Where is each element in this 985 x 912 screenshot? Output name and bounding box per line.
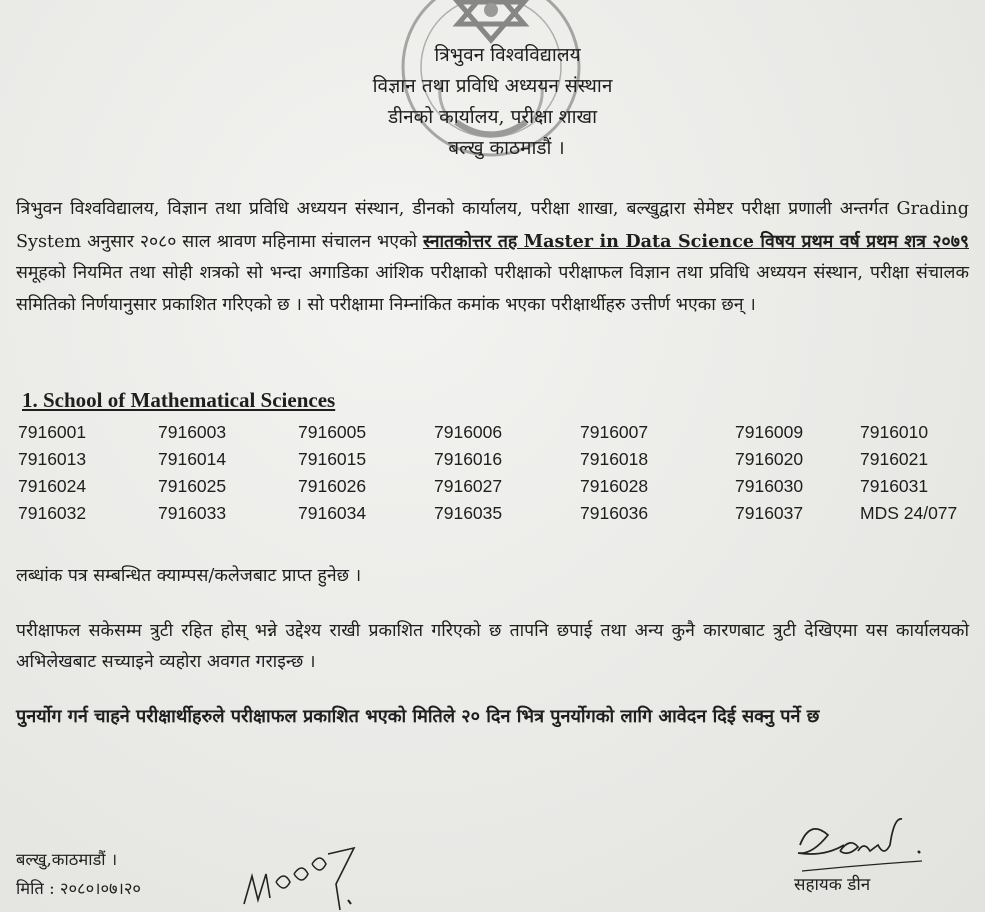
table-row [18,500,980,527]
roll-number: 7916037 [735,503,804,523]
roll-number: 7916021 [860,449,929,469]
roll-number: 7916035 [434,503,503,523]
roll-number: 7916034 [298,503,367,523]
roll-number: 7916031 [860,476,929,496]
roll-number: 7916009 [735,422,804,442]
handwritten-initials [236,838,366,912]
roll-number: 7916036 [580,503,649,523]
roll-number: 7916005 [298,422,367,442]
institute-name: विज्ञान तथा प्रविधि अध्ययन संस्थान [372,75,613,97]
roll-number-table [18,419,980,527]
roll-number: 7916018 [580,449,649,469]
roll-number: 7916025 [158,476,227,496]
issue-details [16,845,141,903]
program-name: स्नातकोत्तर तह Master in Data Science विषय प्रथम वर्ष प्रथम शत्र २०७९ [422,230,969,252]
roll-number: 7916007 [580,422,649,442]
roll-number: 7916014 [158,449,227,469]
office-location: बल्खु काठमाडौं । [448,137,565,159]
roll-number: 7916016 [434,449,503,469]
signatory-title: सहायक डीन [794,875,871,895]
roll-number: 7916033 [158,503,227,523]
marksheet-note: लब्धांक पत्र सम्बन्धित क्याम्पस/कलेजबाट प्राप्त हुनेछ । [16,566,362,586]
university-name: त्रिभुवन विश्वविद्यालय [434,44,581,66]
roll-number: 7916013 [18,449,87,469]
roll-number: MDS 24/077 [860,503,958,523]
roll-number: 7916001 [18,422,87,442]
table-row [18,473,980,500]
roll-number: 7916028 [580,476,649,496]
intro-paragraph [16,194,969,321]
roll-number: 7916003 [158,422,227,442]
roll-number: 7916006 [434,422,503,442]
letterhead [0,40,985,164]
issue-date: मिति : २०८०।०७।२० [16,879,142,898]
error-notice: परीक्षाफल सकेसम्म त्रुटी रहित होस् भन्ने उद्देश्य राखी प्रकाशित गरिएको छ तापनि छपाई तथा अन्य कुनै कारणबाट त्रुटी देखिएमा यस कार्यालयको अभिलेखबाट सच्याइने व्यहोरा अवगत गराइन्छ । [16,621,969,672]
office-name: डीनको कार्यालय, परीक्षा शाखा [388,106,597,128]
intro-text-after: समूहको नियमित तथा सोही शत्रको सो भन्दा अगाडिका आंशिक परीक्षाको परीक्षाको परीक्षाफल विज्ञान तथा प्रविधि अध्ययन संस्थान, परीक्षा संचालक समितिको निर्णयानुसार प्रकाशित गरिएको छ । सो परीक्षामा निम्नांकित कमांक भएका परीक्षार्थीहरु उत्तीर्ण भएका छन् । [16,263,969,315]
roll-number: 7916032 [18,503,87,523]
roll-number: 7916015 [298,449,367,469]
roll-number: 7916020 [735,449,804,469]
roll-number: 7916026 [298,476,367,496]
table-row [18,446,980,473]
school-heading: 1. School of Mathematical Sciences [22,388,336,412]
roll-number: 7916027 [434,476,503,496]
roll-number: 7916024 [18,476,87,496]
issue-place: बल्खु,काठमाडौं । [16,850,118,869]
signature [780,815,950,875]
roll-number: 7916030 [735,476,804,496]
reexam-notice: पुनर्योग गर्न चाहने परीक्षार्थीहरुले परीक्षाफल प्रकाशित भएको मितिले २० दिन भित्र पुनर्योगको लागि आवेदन दिई सक्नु पर्ने छ [16,706,820,727]
roll-number: 7916010 [860,422,929,442]
intro-text-before: त्रिभुवन विश्वविद्यालय, विज्ञान तथा प्रविधि अध्ययन संस्थान, डीनको कार्यालय, परीक्षा शाखा, बल्खुद्वारा सेमेष्टर परीक्षा प्रणाली अन्तर्गत Grading System अनुसार २०८० साल श्रावण महिनामा संचालन भएको [16,199,969,252]
table-row [18,419,980,446]
